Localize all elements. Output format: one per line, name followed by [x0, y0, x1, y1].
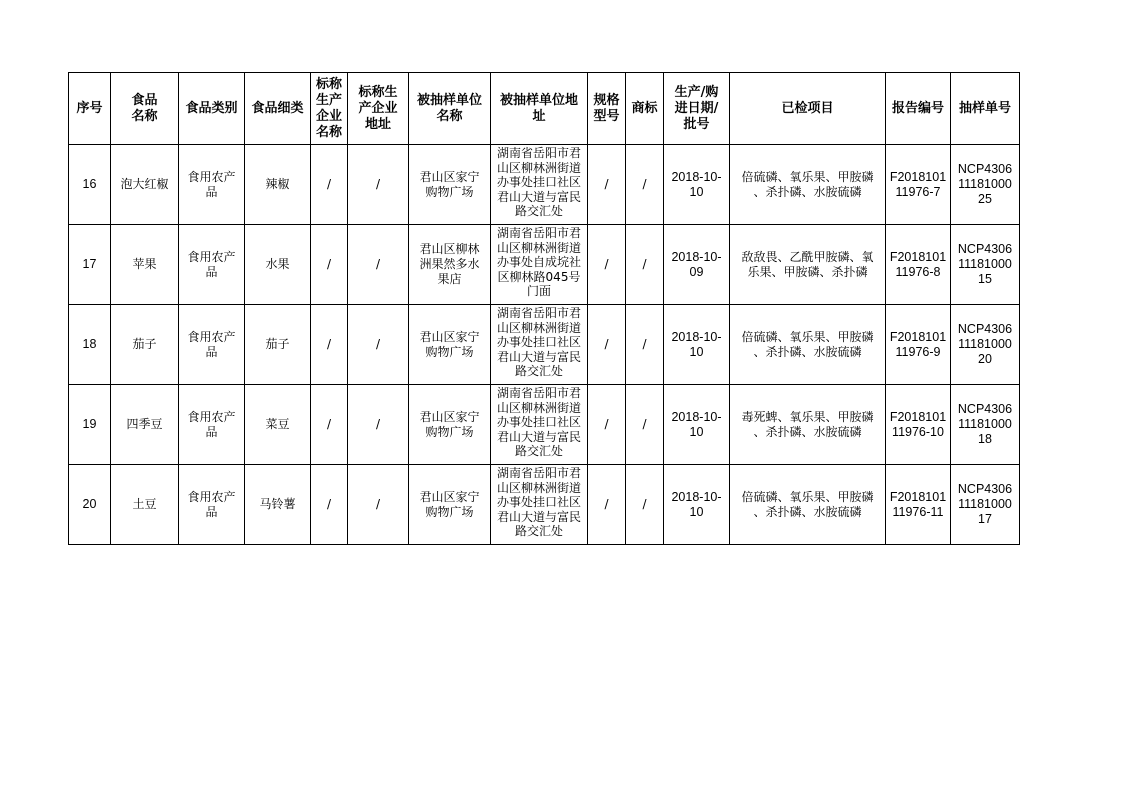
cell-producer-name: / — [311, 305, 348, 385]
header-row — [69, 73, 1020, 145]
cell-food-category: 食用农产 品 — [179, 385, 245, 465]
cell-brand: / — [626, 385, 664, 465]
cell-food-subcategory: 水果 — [245, 225, 311, 305]
cell-spec: / — [588, 465, 626, 545]
cell-sampled-unit-name: 君山区家宁 购物广场 — [409, 145, 491, 225]
header-producer-address: 标称生 产企业 地址 — [348, 73, 409, 145]
cell-food-name: 四季豆 — [111, 385, 179, 465]
cell-seq: 17 — [69, 225, 111, 305]
cell-food-subcategory: 马铃薯 — [245, 465, 311, 545]
cell-producer-address: / — [348, 465, 409, 545]
cell-sampled-unit-address: 湖南省岳阳市君 山区柳林洲街道 办事处挂口社区 君山大道与富民 路交汇处 — [491, 465, 588, 545]
header-seq: 序号 — [69, 73, 111, 145]
cell-spec: / — [588, 305, 626, 385]
header-spec: 规格 型号 — [588, 73, 626, 145]
table-row — [69, 465, 1020, 545]
cell-sampled-unit-name: 君山区家宁 购物广场 — [409, 305, 491, 385]
header-tested-items: 已检项目 — [730, 73, 886, 145]
cell-food-subcategory: 辣椒 — [245, 145, 311, 225]
cell-food-category: 食用农产 品 — [179, 145, 245, 225]
cell-brand: / — [626, 305, 664, 385]
header-food-subcategory: 食品细类 — [245, 73, 311, 145]
cell-brand: / — [626, 145, 664, 225]
cell-date-batch: 2018-10- 10 — [664, 385, 730, 465]
cell-tested-items: 倍硫磷、氧乐果、甲胺磷 、杀扑磷、水胺硫磷 — [730, 145, 886, 225]
cell-producer-address: / — [348, 385, 409, 465]
cell-report-no: F2018101 11976-11 — [886, 465, 951, 545]
cell-food-name: 苹果 — [111, 225, 179, 305]
cell-sampled-unit-name: 君山区家宁 购物广场 — [409, 385, 491, 465]
table-row — [69, 145, 1020, 225]
cell-producer-name: / — [311, 225, 348, 305]
cell-sample-no: NCP4306 11181000 18 — [951, 385, 1020, 465]
cell-producer-address: / — [348, 305, 409, 385]
cell-sampled-unit-name: 君山区柳林 洲果然多水 果店 — [409, 225, 491, 305]
table-row — [69, 385, 1020, 465]
header-producer-name: 标称 生产 企业 名称 — [311, 73, 348, 145]
header-sample-no: 抽样单号 — [951, 73, 1020, 145]
header-brand: 商标 — [626, 73, 664, 145]
cell-date-batch: 2018-10- 10 — [664, 145, 730, 225]
cell-tested-items: 倍硫磷、氧乐果、甲胺磷 、杀扑磷、水胺硫磷 — [730, 305, 886, 385]
cell-report-no: F2018101 11976-8 — [886, 225, 951, 305]
cell-sampled-unit-address: 湖南省岳阳市君 山区柳林洲街道 办事处挂口社区 君山大道与富民 路交汇处 — [491, 385, 588, 465]
cell-tested-items: 敌敌畏、乙酰甲胺磷、氧 乐果、甲胺磷、杀扑磷 — [730, 225, 886, 305]
cell-food-category: 食用农产 品 — [179, 305, 245, 385]
cell-date-batch: 2018-10- 09 — [664, 225, 730, 305]
cell-food-category: 食用农产 品 — [179, 465, 245, 545]
cell-seq: 19 — [69, 385, 111, 465]
cell-sample-no: NCP4306 11181000 25 — [951, 145, 1020, 225]
cell-sampled-unit-name: 君山区家宁 购物广场 — [409, 465, 491, 545]
cell-sample-no: NCP4306 11181000 20 — [951, 305, 1020, 385]
cell-date-batch: 2018-10- 10 — [664, 305, 730, 385]
header-sampled-unit-name: 被抽样单位 名称 — [409, 73, 491, 145]
cell-sampled-unit-address: 湖南省岳阳市君 山区柳林洲街道 办事处挂口社区 君山大道与富民 路交汇处 — [491, 305, 588, 385]
cell-food-name: 茄子 — [111, 305, 179, 385]
cell-producer-name: / — [311, 465, 348, 545]
cell-food-name: 泡大红椒 — [111, 145, 179, 225]
cell-tested-items: 毒死蜱、氧乐果、甲胺磷 、杀扑磷、水胺硫磷 — [730, 385, 886, 465]
cell-spec: / — [588, 385, 626, 465]
cell-sample-no: NCP4306 11181000 17 — [951, 465, 1020, 545]
cell-brand: / — [626, 225, 664, 305]
header-food-name: 食品 名称 — [111, 73, 179, 145]
cell-food-subcategory: 菜豆 — [245, 385, 311, 465]
cell-producer-name: / — [311, 145, 348, 225]
cell-sampled-unit-address: 湖南省岳阳市君 山区柳林洲街道 办事处自成垸社 区柳林路045号 门面 — [491, 225, 588, 305]
cell-spec: / — [588, 225, 626, 305]
cell-tested-items: 倍硫磷、氧乐果、甲胺磷 、杀扑磷、水胺硫磷 — [730, 465, 886, 545]
header-report-no: 报告编号 — [886, 73, 951, 145]
header-date-batch: 生产/购 进日期/ 批号 — [664, 73, 730, 145]
cell-report-no: F2018101 11976-10 — [886, 385, 951, 465]
cell-food-category: 食用农产 品 — [179, 225, 245, 305]
cell-food-name: 土豆 — [111, 465, 179, 545]
cell-sample-no: NCP4306 11181000 15 — [951, 225, 1020, 305]
table-row — [69, 305, 1020, 385]
cell-producer-address: / — [348, 145, 409, 225]
cell-report-no: F2018101 11976-7 — [886, 145, 951, 225]
cell-producer-address: / — [348, 225, 409, 305]
cell-report-no: F2018101 11976-9 — [886, 305, 951, 385]
cell-seq: 20 — [69, 465, 111, 545]
cell-seq: 16 — [69, 145, 111, 225]
header-food-category: 食品类别 — [179, 73, 245, 145]
cell-producer-name: / — [311, 385, 348, 465]
cell-date-batch: 2018-10- 10 — [664, 465, 730, 545]
header-sampled-unit-address: 被抽样单位地 址 — [491, 73, 588, 145]
cell-seq: 18 — [69, 305, 111, 385]
cell-food-subcategory: 茄子 — [245, 305, 311, 385]
table-row — [69, 225, 1020, 305]
cell-sampled-unit-address: 湖南省岳阳市君 山区柳林洲街道 办事处挂口社区 君山大道与富民 路交汇处 — [491, 145, 588, 225]
sampling-results-table — [68, 72, 1020, 545]
cell-spec: / — [588, 145, 626, 225]
cell-brand: / — [626, 465, 664, 545]
